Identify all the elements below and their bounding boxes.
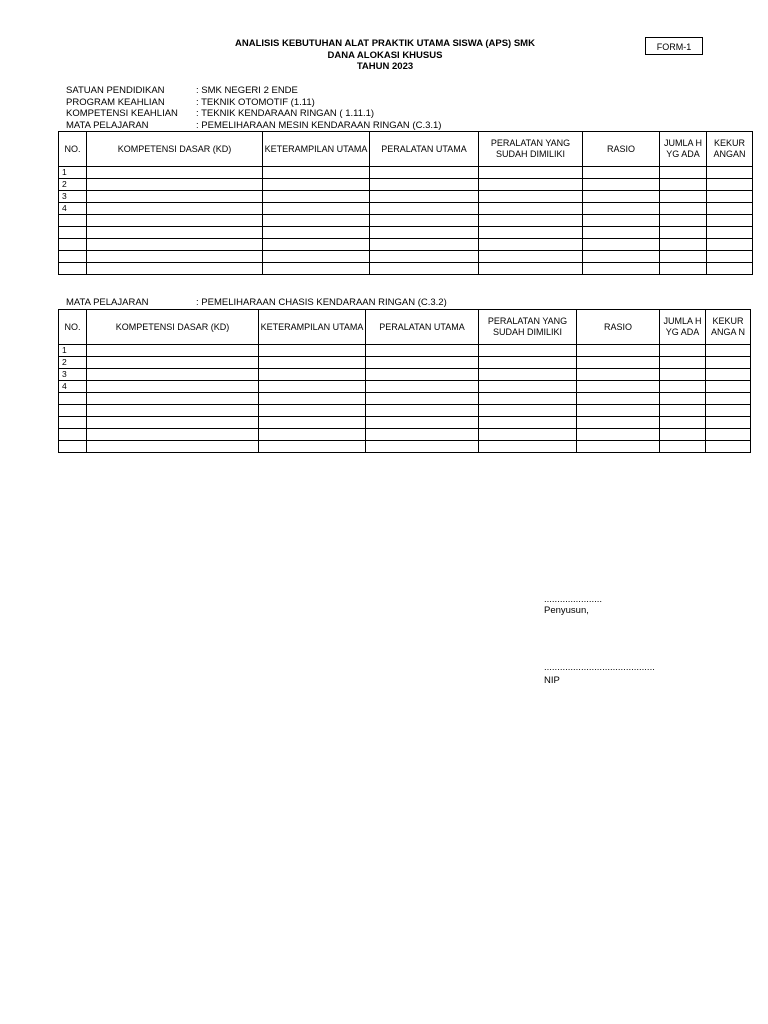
empty-cell xyxy=(707,215,753,227)
empty-cell xyxy=(479,429,577,441)
title-line-3: TAHUN 2023 xyxy=(356,61,414,72)
empty-cell xyxy=(577,381,660,393)
row-number-cell xyxy=(59,227,87,239)
empty-cell xyxy=(366,357,479,369)
row-number-cell: 1 xyxy=(59,167,87,179)
header-keterampilan: KETERAMPILAN UTAMA xyxy=(263,132,370,167)
empty-cell xyxy=(707,227,753,239)
empty-cell xyxy=(370,203,479,215)
empty-cell xyxy=(370,191,479,203)
empty-cell xyxy=(263,191,370,203)
table-header-row xyxy=(59,310,751,345)
row-number-cell xyxy=(59,393,87,405)
empty-cell xyxy=(87,405,259,417)
empty-cell xyxy=(370,167,479,179)
empty-cell xyxy=(706,417,751,429)
header-rasio: RASIO xyxy=(577,310,660,345)
empty-cell xyxy=(87,251,263,263)
form-label-box: FORM-1 xyxy=(645,37,703,55)
empty-cell xyxy=(479,203,583,215)
table-header-row xyxy=(59,132,753,167)
empty-cell xyxy=(366,405,479,417)
table-row xyxy=(59,429,751,441)
empty-cell xyxy=(366,429,479,441)
empty-cell xyxy=(577,393,660,405)
signature-dots-short: ...................... xyxy=(544,594,603,605)
empty-cell xyxy=(259,345,366,357)
empty-cell xyxy=(479,357,577,369)
empty-cell xyxy=(479,263,583,275)
row-number-cell: 3 xyxy=(59,191,87,203)
header-no: NO. xyxy=(59,132,87,167)
empty-cell xyxy=(366,393,479,405)
equipment-table-chassis xyxy=(58,309,751,453)
empty-cell xyxy=(706,429,751,441)
empty-cell xyxy=(479,167,583,179)
empty-cell xyxy=(660,405,706,417)
table-row xyxy=(59,381,751,393)
identity-value: : TEKNIK OTOMOTIF (1.11) xyxy=(196,96,315,108)
author-label: Penyusun, xyxy=(544,605,589,616)
empty-cell xyxy=(370,251,479,263)
empty-cell xyxy=(577,417,660,429)
empty-cell xyxy=(583,203,660,215)
empty-cell xyxy=(706,357,751,369)
empty-cell xyxy=(370,239,479,251)
empty-cell xyxy=(263,263,370,275)
empty-cell xyxy=(660,381,706,393)
empty-cell xyxy=(366,417,479,429)
title-line-2: DANA ALOKASI KHUSUS xyxy=(327,49,443,61)
empty-cell xyxy=(87,215,263,227)
empty-cell xyxy=(707,239,753,251)
empty-cell xyxy=(583,263,660,275)
empty-cell xyxy=(87,203,263,215)
empty-cell xyxy=(263,215,370,227)
empty-cell xyxy=(660,191,707,203)
empty-cell xyxy=(660,417,706,429)
table-row xyxy=(59,417,751,429)
empty-cell xyxy=(583,215,660,227)
empty-cell xyxy=(577,357,660,369)
table-row xyxy=(59,191,753,203)
empty-cell xyxy=(660,239,707,251)
empty-cell xyxy=(706,393,751,405)
empty-cell xyxy=(87,191,263,203)
header-dimiliki: PERALATAN YANG SUDAH DIMILIKI xyxy=(479,310,577,345)
header-keterampilan: KETERAMPILAN UTAMA xyxy=(259,310,366,345)
subject-2-key: MATA PELAJARAN xyxy=(66,297,149,308)
empty-cell xyxy=(707,263,753,275)
row-number-cell xyxy=(59,441,87,453)
title-line-1: ANALISIS KEBUTUHAN ALAT PRAKTIK UTAMA SISWA (APS) SMK xyxy=(235,38,535,49)
empty-cell xyxy=(479,191,583,203)
empty-cell xyxy=(577,441,660,453)
table-row xyxy=(59,263,753,275)
identity-value: : PEMELIHARAAN MESIN KENDARAAN RINGAN (C.3.1) xyxy=(196,119,442,131)
empty-cell xyxy=(583,167,660,179)
empty-cell xyxy=(707,203,753,215)
empty-cell xyxy=(479,441,577,453)
row-number-cell xyxy=(59,405,87,417)
table-row xyxy=(59,215,753,227)
header-kekurangan: KEKUR ANGAN xyxy=(707,132,753,167)
empty-cell xyxy=(87,357,259,369)
empty-cell xyxy=(660,393,706,405)
empty-cell xyxy=(87,179,263,191)
empty-cell xyxy=(660,203,707,215)
identity-value: : TEKNIK KENDARAAN RINGAN ( 1.11.1) xyxy=(196,108,375,119)
empty-cell xyxy=(479,239,583,251)
signature-dots-long: .......................................... xyxy=(544,662,655,673)
empty-cell xyxy=(707,167,753,179)
row-number-cell xyxy=(59,417,87,429)
empty-cell xyxy=(263,179,370,191)
nip-label: NIP xyxy=(544,675,560,686)
empty-cell xyxy=(707,251,753,263)
empty-cell xyxy=(370,215,479,227)
equipment-table-engine xyxy=(58,131,753,275)
empty-cell xyxy=(87,429,259,441)
header-kekurangan: KEKUR ANGA N xyxy=(706,310,751,345)
row-number-cell xyxy=(59,263,87,275)
empty-cell xyxy=(706,345,751,357)
identity-key: SATUAN PENDIDIKAN xyxy=(66,85,165,96)
empty-cell xyxy=(259,441,366,453)
empty-cell xyxy=(87,417,259,429)
table-row xyxy=(59,393,751,405)
subject-2-line xyxy=(66,297,447,309)
empty-cell xyxy=(87,167,263,179)
table-row xyxy=(59,239,753,251)
table-row xyxy=(59,179,753,191)
table-row xyxy=(59,405,751,417)
empty-cell xyxy=(87,393,259,405)
empty-cell xyxy=(706,405,751,417)
empty-cell xyxy=(660,167,707,179)
empty-cell xyxy=(87,369,259,381)
empty-cell xyxy=(259,405,366,417)
table-row xyxy=(59,251,753,263)
empty-cell xyxy=(577,345,660,357)
row-number-cell xyxy=(59,429,87,441)
empty-cell xyxy=(259,393,366,405)
header-jumlah: JUMLA H YG ADA xyxy=(660,132,707,167)
empty-cell xyxy=(87,227,263,239)
row-number-cell: 4 xyxy=(59,381,87,393)
table-row xyxy=(59,357,751,369)
empty-cell xyxy=(706,381,751,393)
row-number-cell: 2 xyxy=(59,179,87,191)
table-row xyxy=(59,441,751,453)
table-row xyxy=(59,167,753,179)
header-rasio: RASIO xyxy=(583,132,660,167)
empty-cell xyxy=(366,381,479,393)
empty-cell xyxy=(87,263,263,275)
empty-cell xyxy=(707,191,753,203)
empty-cell xyxy=(660,227,707,239)
empty-cell xyxy=(660,441,706,453)
empty-cell xyxy=(479,381,577,393)
empty-cell xyxy=(479,179,583,191)
identity-block xyxy=(66,85,441,131)
empty-cell xyxy=(660,179,707,191)
empty-cell xyxy=(577,369,660,381)
empty-cell xyxy=(660,369,706,381)
empty-cell xyxy=(263,203,370,215)
identity-value: : SMK NEGERI 2 ENDE xyxy=(196,85,298,96)
empty-cell xyxy=(259,417,366,429)
empty-cell xyxy=(660,345,706,357)
empty-cell xyxy=(583,251,660,263)
table-body xyxy=(59,345,751,453)
empty-cell xyxy=(479,369,577,381)
empty-cell xyxy=(366,345,479,357)
empty-cell xyxy=(479,393,577,405)
header-no: NO. xyxy=(59,310,87,345)
subject-2-value: : PEMELIHARAAN CHASIS KENDARAAN RINGAN (C.3.2) xyxy=(196,297,447,308)
empty-cell xyxy=(577,429,660,441)
empty-cell xyxy=(259,369,366,381)
empty-cell xyxy=(479,251,583,263)
empty-cell xyxy=(259,381,366,393)
empty-cell xyxy=(660,429,706,441)
row-number-cell: 1 xyxy=(59,345,87,357)
empty-cell xyxy=(366,441,479,453)
empty-cell xyxy=(87,345,259,357)
empty-cell xyxy=(259,429,366,441)
document-title xyxy=(200,38,570,73)
empty-cell xyxy=(479,215,583,227)
empty-cell xyxy=(87,239,263,251)
empty-cell xyxy=(370,263,479,275)
empty-cell xyxy=(370,179,479,191)
table-row xyxy=(59,227,753,239)
identity-key: PROGRAM KEAHLIAN xyxy=(66,96,165,108)
header-peralatan: PERALATAN UTAMA xyxy=(370,132,479,167)
row-number-cell xyxy=(59,215,87,227)
empty-cell xyxy=(366,369,479,381)
empty-cell xyxy=(583,239,660,251)
identity-row-competency xyxy=(66,108,441,120)
row-number-cell: 4 xyxy=(59,203,87,215)
empty-cell xyxy=(263,251,370,263)
table-row xyxy=(59,203,753,215)
empty-cell xyxy=(706,441,751,453)
empty-cell xyxy=(479,417,577,429)
row-number-cell xyxy=(59,239,87,251)
empty-cell xyxy=(660,215,707,227)
empty-cell xyxy=(660,357,706,369)
empty-cell xyxy=(263,239,370,251)
empty-cell xyxy=(263,167,370,179)
empty-cell xyxy=(583,179,660,191)
empty-cell xyxy=(707,179,753,191)
empty-cell xyxy=(87,441,259,453)
empty-cell xyxy=(583,227,660,239)
empty-cell xyxy=(660,251,707,263)
empty-cell xyxy=(479,405,577,417)
row-number-cell xyxy=(59,251,87,263)
empty-cell xyxy=(660,263,707,275)
identity-row-subject xyxy=(66,120,441,132)
header-peralatan: PERALATAN UTAMA xyxy=(366,310,479,345)
identity-key: MATA PELAJARAN xyxy=(66,119,149,131)
header-kd: KOMPETENSI DASAR (KD) xyxy=(87,132,263,167)
table-row xyxy=(59,369,751,381)
empty-cell xyxy=(259,357,366,369)
table-row xyxy=(59,345,751,357)
identity-row-school xyxy=(66,85,441,97)
header-dimiliki: PERALATAN YANG SUDAH DIMILIKI xyxy=(479,132,583,167)
identity-row-program xyxy=(66,97,441,109)
empty-cell xyxy=(583,191,660,203)
header-jumlah: JUMLA H YG ADA xyxy=(660,310,706,345)
empty-cell xyxy=(263,227,370,239)
empty-cell xyxy=(87,381,259,393)
table-body xyxy=(59,167,753,275)
row-number-cell: 3 xyxy=(59,369,87,381)
identity-key: KOMPETENSI KEAHLIAN xyxy=(66,108,178,119)
empty-cell xyxy=(370,227,479,239)
empty-cell xyxy=(706,369,751,381)
empty-cell xyxy=(479,345,577,357)
header-kd: KOMPETENSI DASAR (KD) xyxy=(87,310,259,345)
row-number-cell: 2 xyxy=(59,357,87,369)
empty-cell xyxy=(577,405,660,417)
empty-cell xyxy=(479,227,583,239)
